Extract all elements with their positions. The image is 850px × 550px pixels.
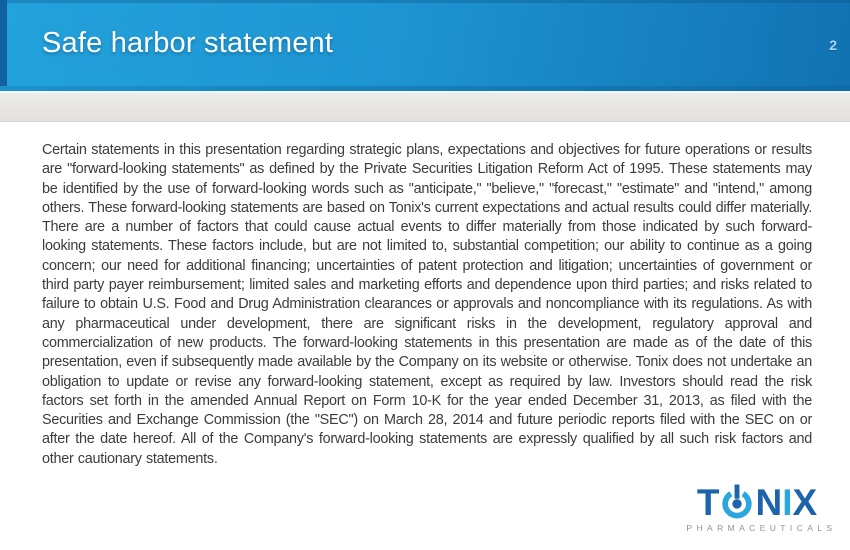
logo-letter-n: N <box>755 482 783 523</box>
divider-band <box>0 93 850 122</box>
logo-letter-x: X <box>792 482 818 523</box>
tonix-logo <box>682 482 837 533</box>
header <box>0 0 850 86</box>
header-top-edge <box>0 0 850 3</box>
power-button-icon <box>720 484 754 520</box>
logo-word <box>682 482 832 523</box>
safe-harbor-paragraph: Certain statements in this presentation regarding strategic plans, expectations and objectives for future operations or results are "forward-looking statements" as defined by the Private Securities Litigation Reform Act of 1995. These statements may be identified by the use of forward-looking words such as "anticipate," "believe," "forecast," "estimate" and "intend," among others. These forward-looking statements are based on Tonix's current expectations and actual results could differ materially. There are a number of factors that could cause actual events to differ materially from those indicated by such forward-looking statements. These factors include, but are not limited to, substantial competition; our ability to continue as a going concern; our need for additional financing; uncertainties of patent protection and litigation; uncertainties of government or third party payer reimbursement; limited sales and marketing efforts and dependence upon third parties; and risks related to failure to obtain U.S. Food and Drug Administration clearances or approvals and noncompliance with its regulations. As with any pharmaceutical under development, there are significant risks in the development, regulatory approval and commercialization of new products. The forward-looking statements in this presentation are made as of the date of this presentation, even if subsequently made available by the Company on its website or otherwise. Tonix does not undertake an obligation to update or revise any forward-looking statement, except as required by law. Investors should read the risk factors set forth in the amended Annual Report on Form 10-K for the year ended December 31, 2013, as filed with the Securities and Exchange Commission (the "SEC") on March 28, 2014 and future periodic reports filed with the SEC on or after the date hereof. All of the Company's forward-looking statements are expressly qualified by all such risk factors and other cautionary statements. <box>42 142 812 467</box>
logo-letter-t: T <box>696 482 720 523</box>
header-left-edge <box>0 0 7 92</box>
slide-title: Safe harbor statement <box>42 27 334 59</box>
page-number: 2 <box>829 37 837 53</box>
logo-subtitle: PHARMACEUTICALS <box>686 523 837 533</box>
logo-letter-i: I <box>782 482 793 523</box>
